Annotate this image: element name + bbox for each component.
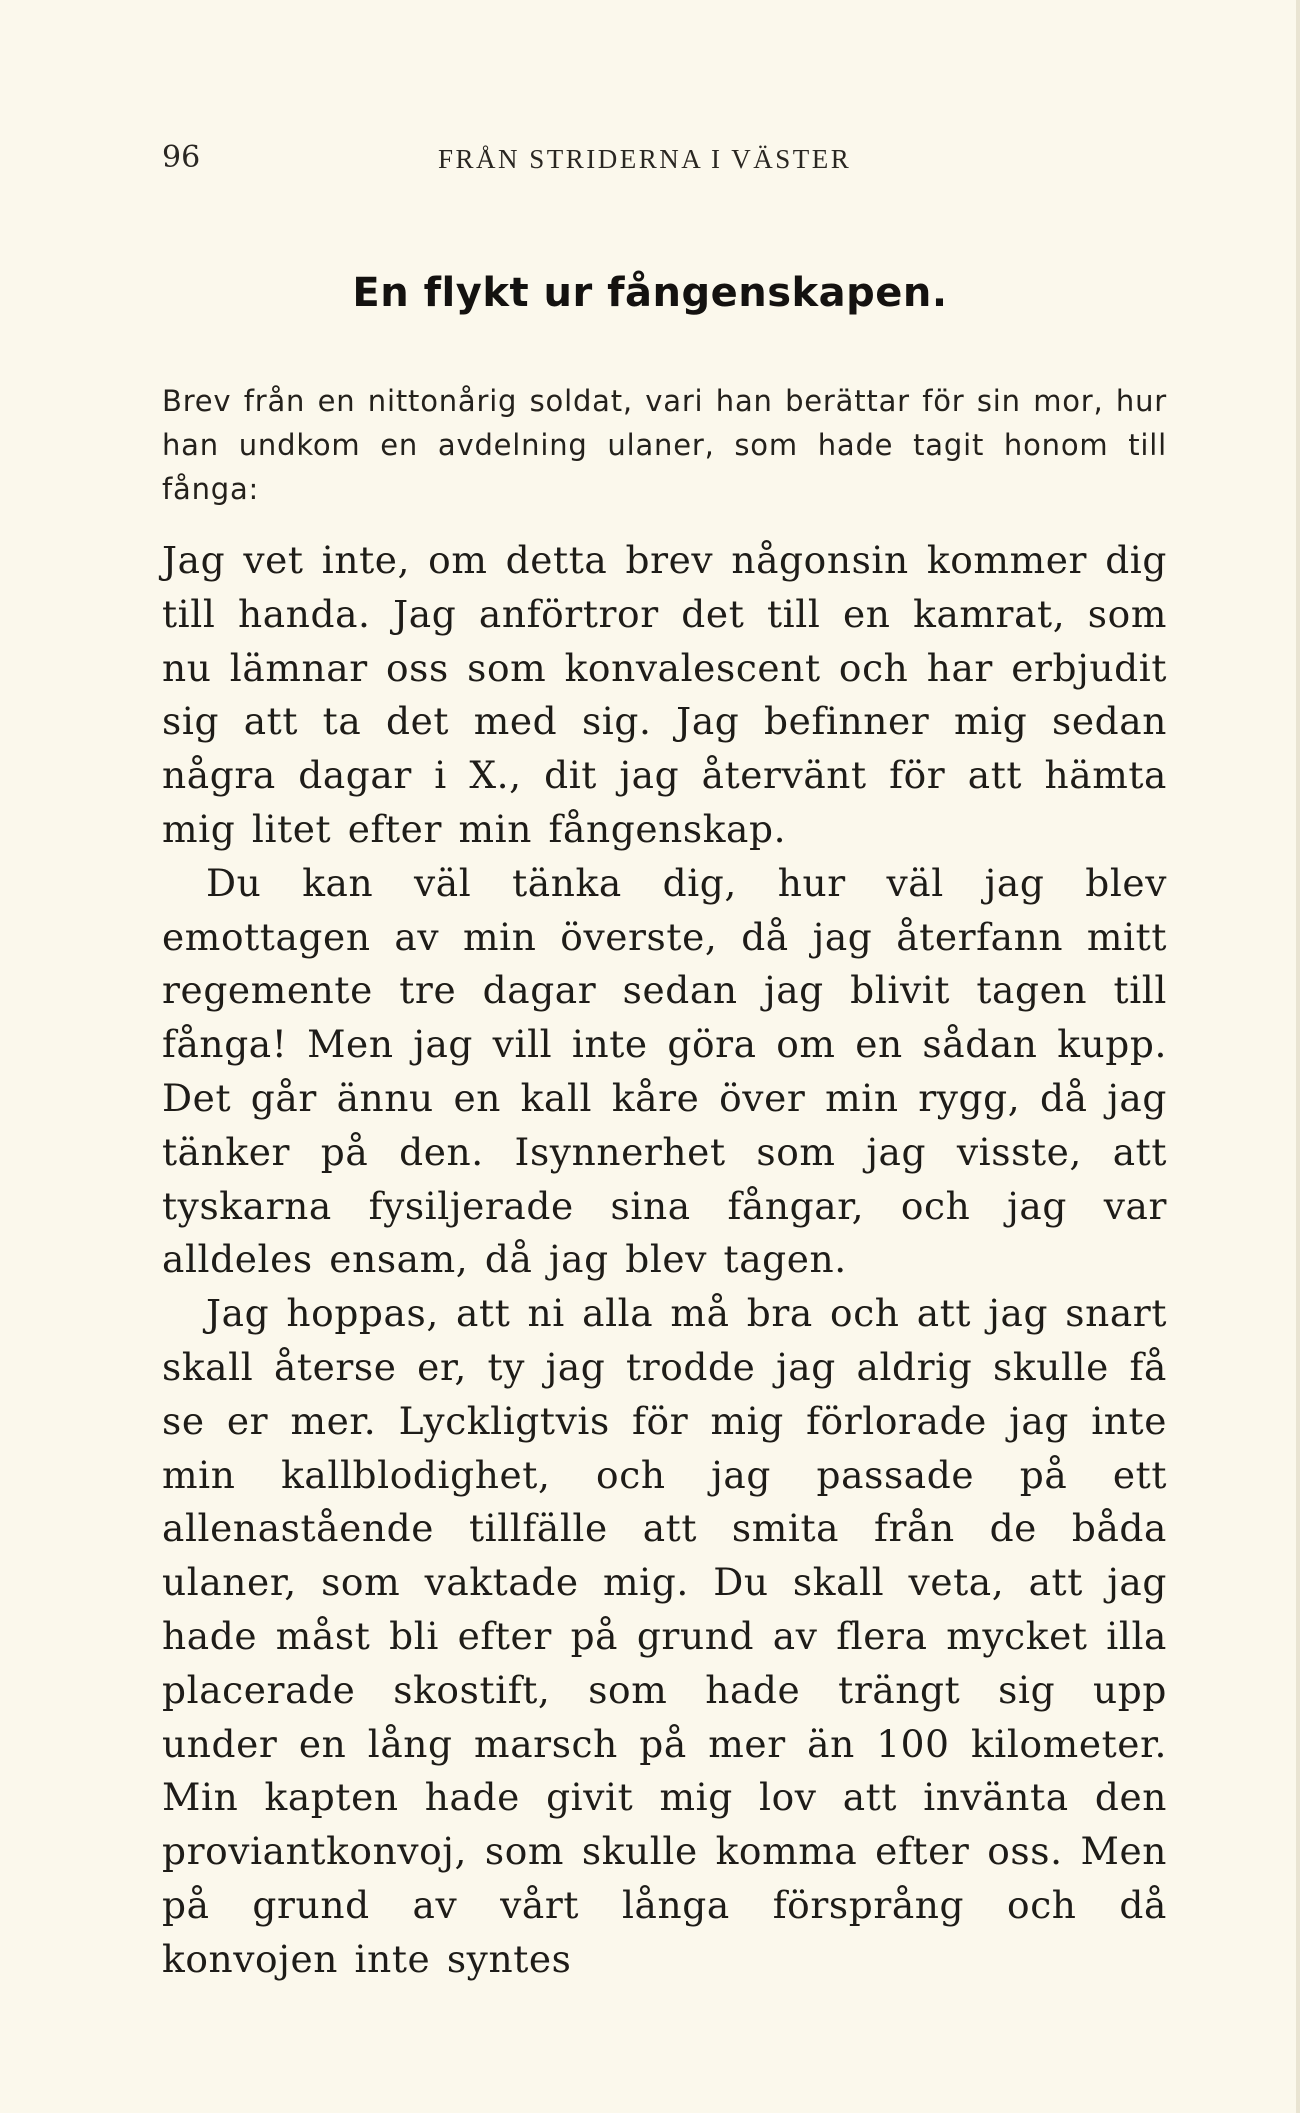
paragraph-1: Jag vet inte, om detta brev någonsin kommer dig till handa. Jag anförtror det till en kamrat, som nu lämnar oss som konvalescent och har erbjudit sig att ta det med sig. Jag befinner mig sedan några dagar i X., dit jag återvänt för att hämta mig litet efter min fångenskap.	[162, 538, 1167, 851]
intro-paragraph: Brev från en nittonårig soldat, vari han berättar för sin mor, hur han undkom en avdelning ulaner, som hade tagit honom till fånga:	[162, 384, 1167, 506]
paragraph-2: Du kan väl tänka dig, hur väl jag blev emottagen av min överste, då jag återfann mitt regemente tre dagar sedan jag blivit tagen till fånga! Men jag vill inte göra om en sådan kupp. Det går ännu en kall kåre över min rygg, då jag tänker på den. Isynnerhet som jag visste, att tyskarna fysiljerade sina fångar, och jag var alldeles ensam, då jag blev tagen.	[162, 860, 1167, 1282]
chapter-title: En flykt ur fångenskapen.	[352, 270, 948, 316]
running-title: FRÅN STRIDERNA I VÄSTER	[438, 144, 852, 174]
page-number: 96	[162, 140, 201, 175]
page-edge	[1296, 0, 1300, 2113]
paragraph-3: Jag hoppas, att ni alla må bra och att jag snart skall återse er, ty jag trodde jag aldrig skulle få se er mer. Lyckligtvis för mig förlorade jag inte min kallblodighet, och jag passade på ett allenastående tillfälle att smita från de båda ulaner, som vaktade mig. Du skall veta, att jag hade måst bli efter på grund av flera mycket illa placerade skostift, som hade trängt sig upp under en lång marsch på mer än 100 kilometer. Min kapten hade givit mig lov att invänta den proviantkonvoj, som skulle komma efter oss. Men på grund av vårt långa försprång och då konvojen inte syntes	[162, 1291, 1167, 1981]
running-header	[162, 140, 1172, 180]
body-text	[162, 534, 1167, 1987]
